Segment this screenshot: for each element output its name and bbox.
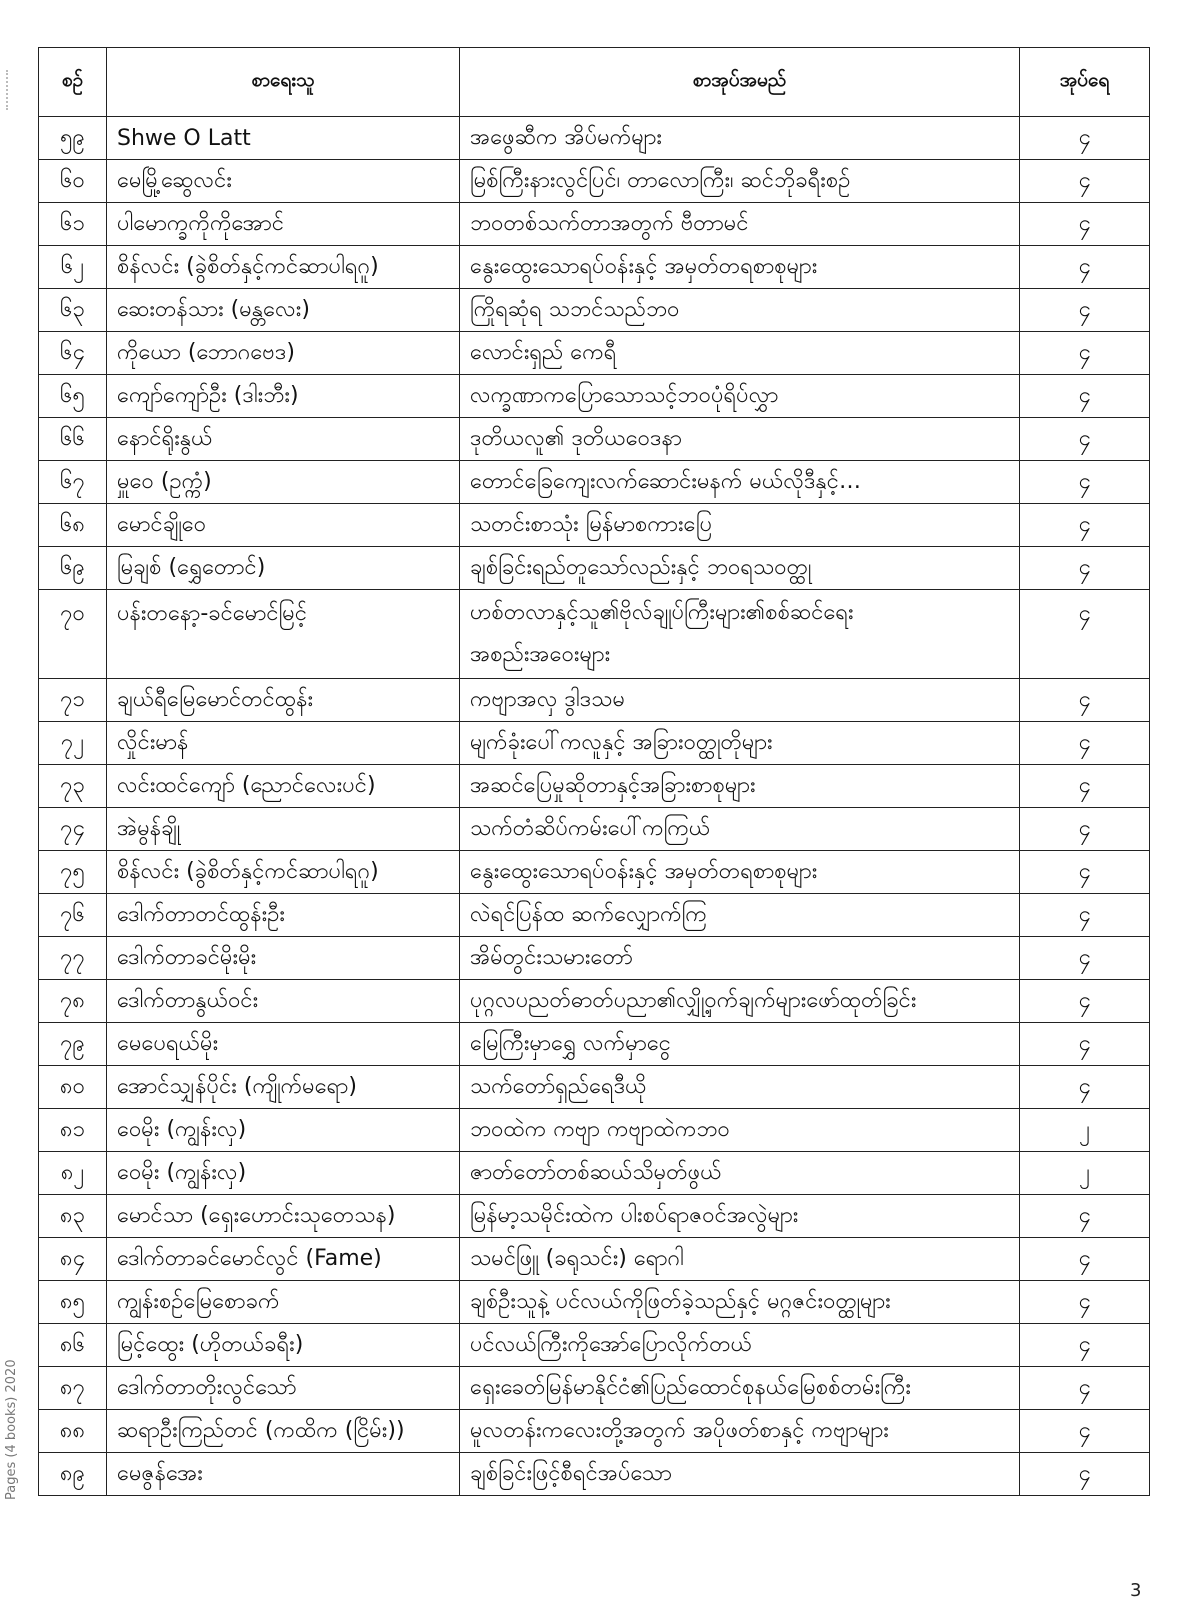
header-title: စာအုပ်အမည် — [460, 48, 1020, 117]
margin-mark — [6, 70, 10, 110]
row-author: မြချစ် (ရွှေတောင်) — [107, 547, 460, 590]
row-title-line1: ဟစ်တလာနှင့်သူ၏ဗိုလ်ချုပ်ကြီးများ၏စစ်ဆင်ရေး — [470, 600, 854, 625]
table-row — [39, 937, 1150, 980]
table-row — [39, 1324, 1150, 1367]
row-number: ၈၇ — [39, 1367, 107, 1410]
row-number: ၆၄ — [39, 332, 107, 375]
row-author: ပန်းတနော့-ခင်မောင်မြင့် — [107, 590, 460, 679]
table-row — [39, 246, 1150, 289]
row-pages: ၄ — [1020, 418, 1150, 461]
table-row — [39, 547, 1150, 590]
row-author: စိန်လင်း (ခွဲစိတ်နှင့်ကင်ဆာပါရဂူ) — [107, 851, 460, 894]
table-row — [39, 1195, 1150, 1238]
table-row — [39, 1238, 1150, 1281]
table-row — [39, 418, 1150, 461]
table-row — [39, 808, 1150, 851]
row-number: ၆၅ — [39, 375, 107, 418]
row-title: လက္ခဏာကပြောသောသင့်ဘဝပုံရိပ်လွှာ — [460, 375, 1020, 418]
row-pages: ၄ — [1020, 1367, 1150, 1410]
row-author: မောင်ချိုဝေ — [107, 504, 460, 547]
header-no: စဥ် — [39, 48, 107, 117]
row-title: ဘဝတစ်သက်တာအတွက် ဗီတာမင် — [460, 203, 1020, 246]
row-pages: ၄ — [1020, 461, 1150, 504]
table-row — [39, 117, 1150, 160]
row-number: ၇၀ — [39, 590, 107, 679]
row-number: ၇၁ — [39, 679, 107, 722]
table-row — [39, 1367, 1150, 1410]
row-title: ဇာတ်တော်တစ်ဆယ်သိမှတ်ဖွယ် — [460, 1152, 1020, 1195]
row-author: ဝေမိုး (ကျွန်းလှ) — [107, 1152, 460, 1195]
row-author: ဒေါက်တာနွယ်ဝင်း — [107, 980, 460, 1023]
table-row — [39, 289, 1150, 332]
row-pages: ၄ — [1020, 375, 1150, 418]
row-author: မေပေရယ်မိုး — [107, 1023, 460, 1066]
row-number: ၆၃ — [39, 289, 107, 332]
table-row — [39, 1152, 1150, 1195]
row-title: နွေးထွေးသောရပ်ဝန်းနှင့် အမှတ်တရစာစုများ — [460, 851, 1020, 894]
row-title: လောင်းရှည် ကေရီ — [460, 332, 1020, 375]
table-row — [39, 375, 1150, 418]
row-title: မြစ်ကြီးနားလွင်ပြင်၊ တာလောကြီး၊ ဆင်ဘိုခရီးစဉ် — [460, 160, 1020, 203]
row-title: မြေကြီးမှာရွှေ လက်မှာငွေ — [460, 1023, 1020, 1066]
table-row — [39, 894, 1150, 937]
table-row — [39, 1066, 1150, 1109]
row-number: ၈၈ — [39, 1410, 107, 1453]
row-pages: ၄ — [1020, 980, 1150, 1023]
row-pages: ၄ — [1020, 1023, 1150, 1066]
table-row — [39, 1023, 1150, 1066]
row-pages: ၄ — [1020, 547, 1150, 590]
row-pages: ၄ — [1020, 808, 1150, 851]
row-pages: ၄ — [1020, 765, 1150, 808]
table-row — [39, 1410, 1150, 1453]
row-number: ၆၇ — [39, 461, 107, 504]
row-author: Shwe O Latt — [107, 117, 460, 160]
row-number: ၈၆ — [39, 1324, 107, 1367]
row-pages: ၄ — [1020, 246, 1150, 289]
row-title: အဖွေဆီက အိပ်မက်များ — [460, 117, 1020, 160]
row-author: ဒေါက်တာခင်မောင်လွင် (Fame) — [107, 1238, 460, 1281]
row-number: ၈၁ — [39, 1109, 107, 1152]
row-author: ပါမောက္ခကိုကိုအောင် — [107, 203, 460, 246]
header-author: စာရေးသူ — [107, 48, 460, 117]
row-number: ၈၉ — [39, 1453, 107, 1496]
row-pages: ၄ — [1020, 851, 1150, 894]
table-row — [39, 679, 1150, 722]
row-author: ဒေါက်တာတိုးလွင်သော် — [107, 1367, 460, 1410]
row-number: ၇၅ — [39, 851, 107, 894]
row-pages: ၄ — [1020, 722, 1150, 765]
row-pages: ၄ — [1020, 160, 1150, 203]
table-row — [39, 160, 1150, 203]
row-title: မူလတန်းကလေးတို့အတွက် အပိုဖတ်စာနှင့် ကဗျာများ — [460, 1410, 1020, 1453]
row-title: ရှေးခေတ်မြန်မာနိုင်ငံ၏ပြည်ထောင်စုနယ်မြေစစ်တမ်းကြီး — [460, 1367, 1020, 1410]
table-row — [39, 203, 1150, 246]
row-pages: ၄ — [1020, 937, 1150, 980]
row-title: ချစ်ခြင်းရည်တူသော်လည်းနှင့် ဘဝရသဝတ္ထု — [460, 547, 1020, 590]
row-number: ၇၂ — [39, 722, 107, 765]
table-row — [39, 722, 1150, 765]
row-author: လင်းထင်ကျော် (ညောင်လေးပင်) — [107, 765, 460, 808]
row-number: ၈၂ — [39, 1152, 107, 1195]
row-pages: ၄ — [1020, 1066, 1150, 1109]
row-pages: ၄ — [1020, 1195, 1150, 1238]
row-title: ချစ်ဦးသူနဲ့ ပင်လယ်ကိုဖြတ်ခဲ့သည်နှင့် မဂ္ဂဇင်းဝတ္ထုများ — [460, 1281, 1020, 1324]
row-title-line2: အစည်းအဝေးများ — [470, 642, 611, 667]
row-pages: ၄ — [1020, 894, 1150, 937]
table-row — [39, 1281, 1150, 1324]
row-pages: ၄ — [1020, 1453, 1150, 1496]
row-author: စိန်လင်း (ခွဲစိတ်နှင့်ကင်ဆာပါရဂူ) — [107, 246, 460, 289]
table-body — [39, 117, 1150, 1496]
table-row — [39, 980, 1150, 1023]
row-title: မြန်မာ့သမိုင်းထဲက ပါးစပ်ရာဇဝင်အလွဲများ — [460, 1195, 1020, 1238]
row-author: ဆေးတန်သား (မန္တလေး) — [107, 289, 460, 332]
row-author: ကျော်ကျော်ဦး (ဒါးဘီး) — [107, 375, 460, 418]
row-number: ၈၄ — [39, 1238, 107, 1281]
row-title: သတင်းစာသုံး မြန်မာစကားပြေ — [460, 504, 1020, 547]
table-row — [39, 332, 1150, 375]
row-author: ဒေါက်တာတင်ထွန်းဦး — [107, 894, 460, 937]
row-author: အောင်သျှန်ပိုင်း (ကျိုက်မရော) — [107, 1066, 460, 1109]
row-number: ၅၉ — [39, 117, 107, 160]
row-pages: ၄ — [1020, 1238, 1150, 1281]
row-pages: ၂ — [1020, 1152, 1150, 1195]
row-title: ကြိုရဆုံရ သဘင်သည်ဘဝ — [460, 289, 1020, 332]
row-number: ၇၉ — [39, 1023, 107, 1066]
row-pages: ၂ — [1020, 1109, 1150, 1152]
row-author: ချယ်ရီမြေမောင်တင်ထွန်း — [107, 679, 460, 722]
row-title: နွေးထွေးသောရပ်ဝန်းနှင့် အမှတ်တရစာစုများ — [460, 246, 1020, 289]
row-number: ၇၃ — [39, 765, 107, 808]
row-number: ၇၈ — [39, 980, 107, 1023]
row-author: နောင်ရိုးနွယ် — [107, 418, 460, 461]
row-pages: ၄ — [1020, 289, 1150, 332]
row-number: ၆၂ — [39, 246, 107, 289]
row-number: ၆၆ — [39, 418, 107, 461]
row-author: မောင်သာ (ရှေးဟောင်းသုတေသန) — [107, 1195, 460, 1238]
row-title: အဆင်ပြေမှုဆိုတာနှင့်အခြားစာစုများ — [460, 765, 1020, 808]
row-title: လဲရင်ပြန်ထ ဆက်လျှောက်ကြ — [460, 894, 1020, 937]
row-author: မေဇွန်အေး — [107, 1453, 460, 1496]
row-author: လှိုင်းမာန် — [107, 722, 460, 765]
row-pages: ၄ — [1020, 1410, 1150, 1453]
row-title — [460, 590, 1020, 679]
page-number: 3 — [1130, 1580, 1142, 1601]
side-text: Pages (4 books) 2020 — [4, 1359, 19, 1500]
row-title: သက်တံဆိပ်ကမ်းပေါ်ကကြယ် — [460, 808, 1020, 851]
book-table — [38, 47, 1150, 1496]
row-title: ကဗျာအလှ ဒွါဒသမ — [460, 679, 1020, 722]
row-pages: ၄ — [1020, 679, 1150, 722]
row-title: ပုဂ္ဂလပညတ်ဓာတ်ပညာ၏လျှို့ဝှက်ချက်များဖော်ထုတ်ခြင်း — [460, 980, 1020, 1023]
table-row — [39, 851, 1150, 894]
row-pages: ၄ — [1020, 1324, 1150, 1367]
row-title: ဒုတိယလူ၏ ဒုတိယဝေဒနာ — [460, 418, 1020, 461]
row-number: ၆၈ — [39, 504, 107, 547]
table-row — [39, 504, 1150, 547]
row-title: အိမ်တွင်းသမားတော် — [460, 937, 1020, 980]
table-row — [39, 590, 1150, 679]
row-author: ကျွန်းစဉ်မြေစောခက် — [107, 1281, 460, 1324]
row-author: မေမြို့ဆွေလင်း — [107, 160, 460, 203]
row-number: ၆၁ — [39, 203, 107, 246]
row-author: ဒေါက်တာခင်မိုးမိုး — [107, 937, 460, 980]
row-author: ဆရာဦးကြည်တင် (ကထိက (ငြိမ်း)) — [107, 1410, 460, 1453]
header-pages: အုပ်ရေ — [1020, 48, 1150, 117]
table-row — [39, 1109, 1150, 1152]
row-author: အဲမွန်ချို — [107, 808, 460, 851]
row-pages: ၄ — [1020, 332, 1150, 375]
row-pages: ၄ — [1020, 117, 1150, 160]
row-author: ကိုယော (ဘောဂဗေဒ) — [107, 332, 460, 375]
row-pages: ၄ — [1020, 203, 1150, 246]
row-pages: ၄ — [1020, 1281, 1150, 1324]
row-number: ၈၃ — [39, 1195, 107, 1238]
row-title: သမင်ဖြူ (ခရုသင်း) ရောဂါ — [460, 1238, 1020, 1281]
row-title: သက်တော်ရှည်ရေဒီယို — [460, 1066, 1020, 1109]
table-row — [39, 1453, 1150, 1496]
row-number: ၇၆ — [39, 894, 107, 937]
table-row — [39, 461, 1150, 504]
row-number: ၈၀ — [39, 1066, 107, 1109]
row-number: ၈၅ — [39, 1281, 107, 1324]
header-row — [39, 48, 1150, 117]
row-title: ပင်လယ်ကြီးကိုအော်ပြောလိုက်တယ် — [460, 1324, 1020, 1367]
row-author: မြင့်ထွေး (ဟိုတယ်ခရီး) — [107, 1324, 460, 1367]
row-title: ချစ်ခြင်းဖြင့်စီရင်အပ်သော — [460, 1453, 1020, 1496]
row-pages: ၄ — [1020, 590, 1150, 679]
row-number: ၆၉ — [39, 547, 107, 590]
row-author: မှူဝေ (ဥက္ကံ) — [107, 461, 460, 504]
row-number: ၇၄ — [39, 808, 107, 851]
table-row — [39, 765, 1150, 808]
row-number: ၆၀ — [39, 160, 107, 203]
row-title: မျက်ခုံးပေါ်ကလူနှင့် အခြားဝတ္ထုတိုများ — [460, 722, 1020, 765]
row-title: တောင်ခြေကျေးလက်ဆောင်းမနက် မယ်လိုဒီနှင့်… — [460, 461, 1020, 504]
row-pages: ၄ — [1020, 504, 1150, 547]
row-number: ၇၇ — [39, 937, 107, 980]
row-author: ဝေမိုး (ကျွန်းလှ) — [107, 1109, 460, 1152]
row-title: ဘဝထဲက ကဗျာ ကဗျာထဲကဘဝ — [460, 1109, 1020, 1152]
